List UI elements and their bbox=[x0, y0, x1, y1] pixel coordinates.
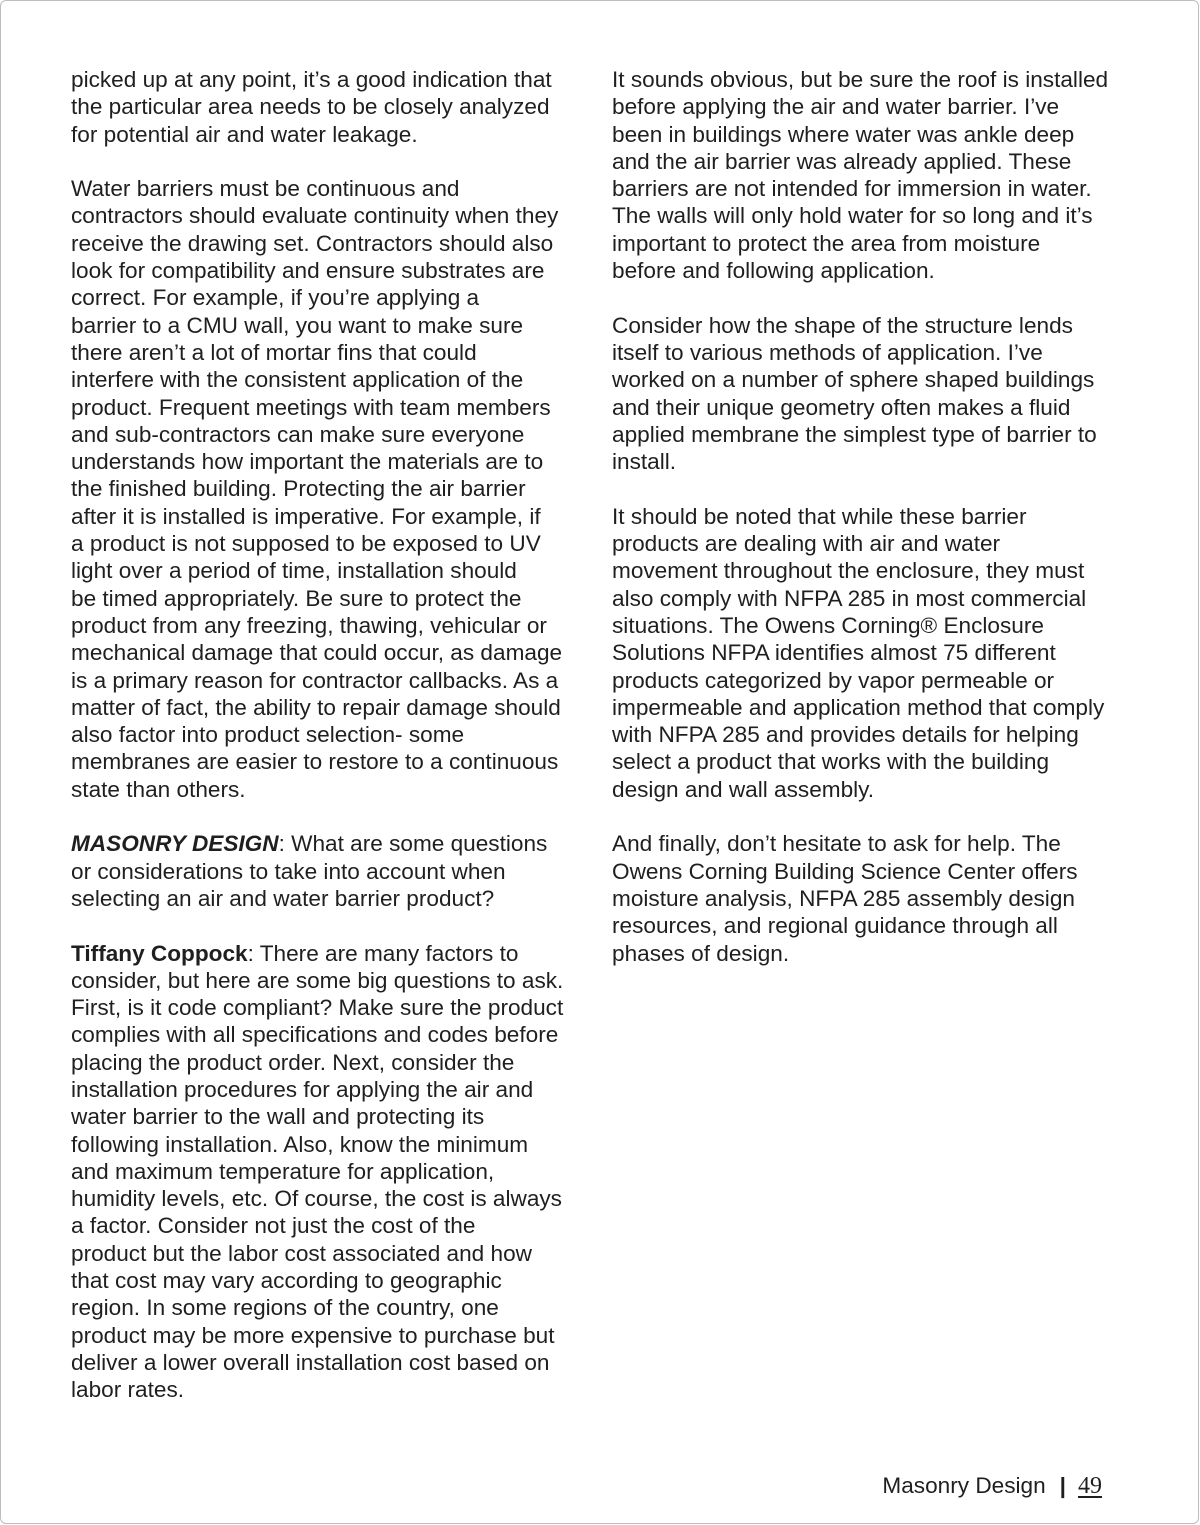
paragraph-water-barriers: Water barriers must be continuous and contractors should evaluate continuity when they receive the drawing set. Contractors should also look for compatibility and ensure substrates are correct. For example, if you’re applying a barrier to a CMU wall, you want to make sure there aren’t a lot of mortar fins that could interfere with the consistent application of the product. Frequent meetings with team members and sub-contractors can make sure everyone understands how important the materials are to the finished building. Protecting the air barrier after it is installed is imperative. For example, if a product is not supposed to be exposed to UV light over a period of time, installation should be timed appropriately. Be sure to protect the product from any freezing, thawing, vehicular or mechanical damage that could occur, as damage is a primary reason for contractor callbacks. As a matter of fact, the ability to repair damage should also factor into product selection- some membranes are easier to restore to a continuous state than others. bbox=[71, 176, 563, 802]
question-label: MASONRY DESIGN bbox=[71, 831, 279, 857]
paragraph-roof: It sounds obvious, but be sure the roof is installed before applying the air and water barrier. I’ve been in buildings where water was ankle deep and the air barrier was already applied. These barriers are not intended for immersion in water. The walls will only hold water for so long and it’s important to protect the area from moisture before and following application. bbox=[612, 67, 1109, 284]
paragraph-shape: Consider how the shape of the structure lends itself to various methods of application. I’ve worked on a number of sphere shaped buildings and their unique geometry often makes a fluid applied membrane the simplest type of barrier to install. bbox=[612, 312, 1097, 475]
answer-text: : There are many factors to consider, but here are some big questions to ask. First, is it code compliant? Make sure the product complies with all specifications and codes before placing the product order. Next, consider the installation procedures for applying the air and water barrier to the wall and protecting its following installation. Also, know the minimum and maximum temperature for application, humidity levels, etc. Of course, the cost is always a factor. Consider not just the cost of the product but the labor cost associated and how that cost may vary according to geographic region. In some regions of the country, one product may be more expensive to purchase but deliver a lower overall installation cost based on labor rates. bbox=[71, 940, 564, 1403]
question-text: : What are some questions or considerations to take into account when selecting an air and water barrier product? bbox=[71, 831, 548, 911]
paragraph-continuation: picked up at any point, it’s a good indication that the particular area needs to be closely analyzed for potential air and water leakage. bbox=[71, 67, 552, 147]
right-column bbox=[612, 66, 1142, 994]
interview-answer bbox=[71, 940, 591, 1404]
left-column bbox=[71, 66, 591, 1431]
answer-speaker: Tiffany Coppock bbox=[71, 940, 248, 966]
publication-title: Masonry Design bbox=[882, 1473, 1046, 1498]
paragraph-nfpa: It should be noted that while these barrier products are dealing with air and water movement throughout the enclosure, they must also comply with NFPA 285 in most commercial situations. The Owens Corning® Enclosure Solutions NFPA identifies almost 75 different products categorized by vapor permeable or impermeable and application method that comply with NFPA 285 and provides details for helping select a product that works with the building design and wall assembly. bbox=[612, 503, 1105, 802]
footer-separator: | bbox=[1059, 1473, 1066, 1498]
page-footer bbox=[882, 1473, 1102, 1500]
page-number: 49 bbox=[1078, 1473, 1102, 1499]
paragraph-help: And finally, don’t hesitate to ask for help. The Owens Corning Building Science Center offers moisture analysis, NFPA 285 assembly design resources, and regional guidance through all phases of design. bbox=[612, 831, 1078, 966]
interview-question bbox=[71, 830, 591, 912]
